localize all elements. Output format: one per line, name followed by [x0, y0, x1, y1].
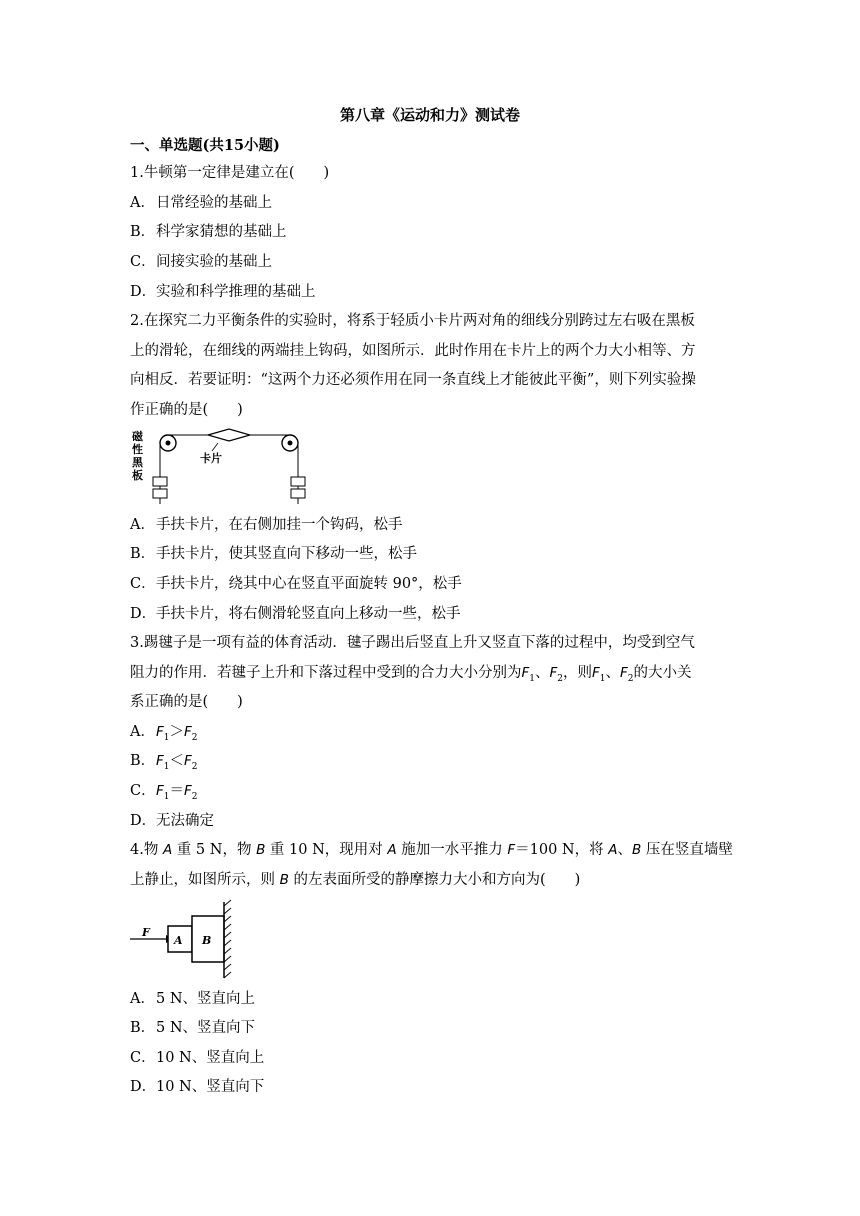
right-weights	[291, 477, 305, 504]
q1-stem: 1.牛顿第一定律是建立在( )	[130, 165, 330, 181]
card-label: 卡片	[200, 452, 222, 465]
q2-option-c: C．手扶卡片，绕其中心在竖直平面旋转 90°，松手	[130, 576, 462, 592]
q3-option-c: C．$F_1=F_2$	[130, 783, 198, 802]
section-heading: 一、单选题(共15小题)	[130, 137, 280, 154]
q3-stem-line3: 系正确的是( )	[130, 694, 243, 710]
q1-option-d: D．实验和科学推理的基础上	[130, 284, 316, 300]
blocks-wall-figure	[128, 898, 240, 982]
q1-option-c: C．间接实验的基础上	[130, 254, 272, 270]
svg-text:磁: 磁	[132, 430, 143, 443]
page-title: 第八章《运动和力》测试卷	[339, 106, 520, 124]
q1-option-b: B．科学家猜想的基础上	[130, 224, 287, 240]
q2-option-b: B．手扶卡片，使其竖直向下移动一些，松手	[130, 546, 417, 562]
q4-stem-line1: 4.物 A 重 5 N，物 B 重 10 N，现用对 A 施加一水平推力 F＝100 N，将 A、B 压在竖直墙壁	[130, 842, 733, 858]
q2-stem-line4: 作正确的是( )	[130, 402, 243, 418]
card-shape	[208, 429, 250, 441]
pulley-card-figure	[128, 427, 308, 509]
q4-option-d: D．10 N、竖直向下	[130, 1079, 265, 1095]
q4-option-b: B．5 N、竖直向下	[130, 1020, 256, 1036]
svg-text:黑: 黑	[132, 456, 143, 469]
q3-stem-line1: 3.踢毽子是一项有益的体育活动．毽子踢出后竖直上升又竖直下落的过程中，均受到空气	[130, 635, 695, 651]
svg-text:板: 板	[132, 469, 143, 482]
left-pulley	[160, 435, 176, 451]
board-label	[132, 429, 144, 482]
q4-option-a: A．5 N、竖直向上	[130, 991, 256, 1007]
block-b-label: B	[202, 934, 212, 947]
q3-stem-line2: 阻力的作用．若毽子上升和下落过程中受到的合力大小分别为$F_1$、$F_2$，则$F_1$、$F_2$的大小关	[130, 665, 692, 684]
q4-option-c: C．10 N、竖直向上	[130, 1050, 265, 1066]
q2-option-d: D．手扶卡片，将右侧滑轮竖直向上移动一些，松手	[130, 606, 461, 622]
q1-option-a: A．日常经验的基础上	[130, 195, 272, 211]
wall	[224, 900, 231, 978]
q2-stem-line2: 上的滑轮，在细线的两端挂上钩码，如图所示．此时作用在卡片上的两个力大小相等、方	[130, 343, 696, 359]
svg-text:性: 性	[132, 443, 143, 456]
right-pulley	[282, 435, 298, 451]
q3-option-d: D．无法确定	[130, 813, 214, 829]
q4-stem-line2: 上静止，如图所示，则 B 的左表面所受的静摩擦力大小和方向为( )	[130, 872, 581, 888]
q2-stem-line1: 2.在探究二力平衡条件的实验时，将系于轻质小卡片两对角的细线分别跨过左右吸在黑板	[130, 313, 695, 329]
left-weights	[153, 477, 167, 504]
q3-option-b: B．$F_1<F_2$	[130, 753, 198, 772]
q3-option-a: A．$F_1>F_2$	[130, 724, 198, 743]
q2-option-a: A．手扶卡片，在右侧加挂一个钩码，松手	[130, 517, 403, 533]
block-a-label: A	[174, 934, 183, 947]
force-label: F	[142, 926, 150, 939]
q2-stem-line3: 向相反．若要证明：“这两个力还必须作用在同一条直线上才能彼此平衡”，则下列实验操	[130, 372, 696, 388]
